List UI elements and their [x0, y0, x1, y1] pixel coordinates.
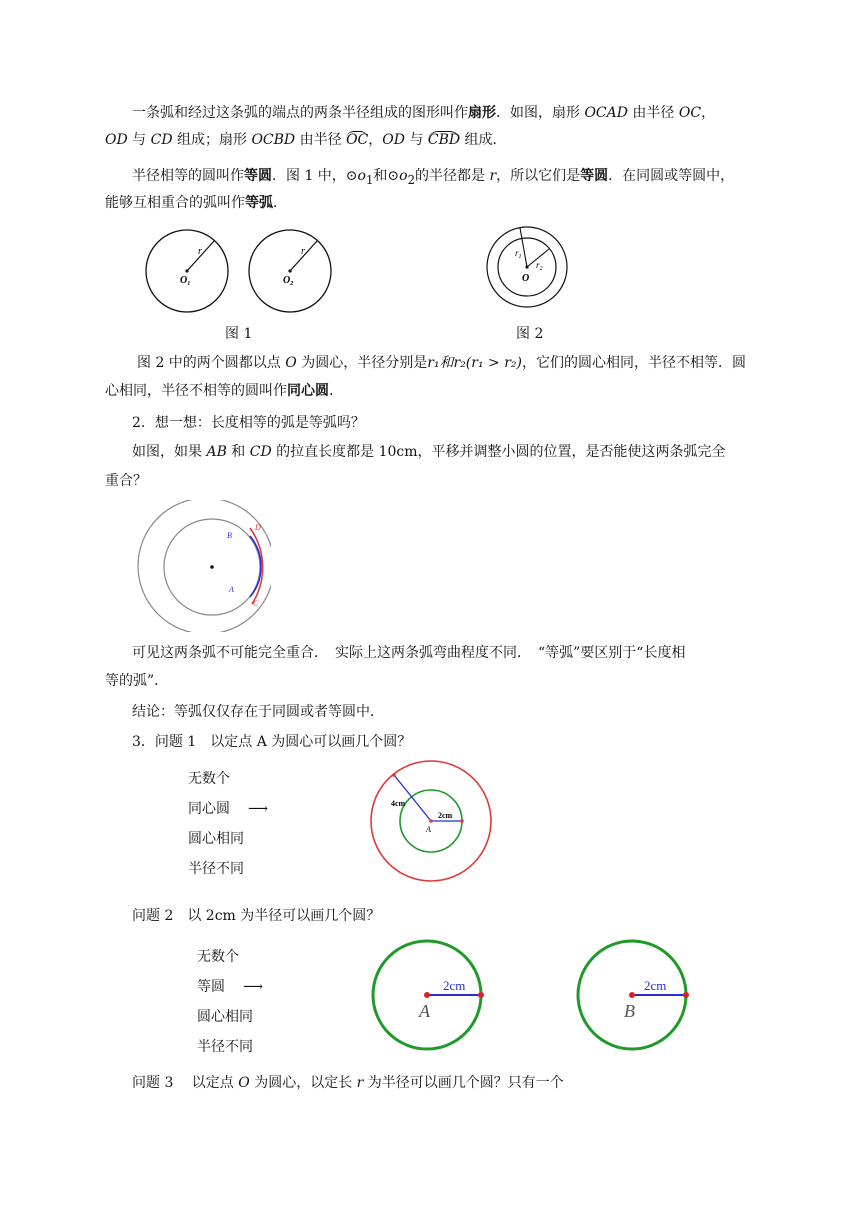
- list-item: 无数个: [197, 949, 239, 965]
- paragraph-sector-line1: 一条弧和经过这条弧的端点的两条半径组成的图形叫作扇形．如图，扇形 OCAD 由半径 OC，: [132, 105, 716, 121]
- figure5-equal-circles: [370, 938, 700, 1058]
- point-outer: [392, 773, 396, 777]
- list-item: 等圆 ⟶: [197, 979, 264, 995]
- paragraph-conclusion-line1: 可见这两条弧不可能完全重合． 实际上这两条弧弯曲程度不同． “等弧”要区别于“长度相: [132, 645, 686, 661]
- figure1-equal-circles: [140, 226, 340, 316]
- arrow-right-icon: ⟶: [243, 979, 264, 995]
- answer-list-1: [188, 764, 268, 884]
- list-item: 无数个: [188, 771, 230, 787]
- center-label-o1: $O_1$: [180, 275, 191, 287]
- radius-r1: [520, 228, 527, 267]
- paragraph-arcs-line1: 如图，如果 AB 和 CD 的拉直长度都是 10cm，平移并调整小圆的位置，是否能使这两条弧完全: [132, 444, 726, 460]
- label-4cm: 4cm: [391, 799, 406, 808]
- label-a: A: [229, 585, 234, 594]
- arrow-right-icon: ⟶: [248, 801, 269, 817]
- figure4-concentric-at-a: [367, 758, 497, 883]
- radius-label-o1: r: [198, 246, 202, 257]
- point-inner: [460, 819, 464, 823]
- edge-a: [478, 992, 484, 998]
- center-o2: [288, 269, 291, 272]
- list-item: 同心圆 ⟶: [188, 801, 269, 817]
- label-2cm: 2cm: [438, 811, 453, 820]
- paragraph-equal-circles-line2: 能够互相重合的弧叫作等弧．: [105, 195, 287, 211]
- center-a: [424, 992, 430, 998]
- paragraph-arcs-line2: 重合？: [105, 473, 147, 489]
- list-item: 圆心相同: [197, 1009, 253, 1025]
- radius-4cm: [394, 775, 431, 821]
- paragraph-sector-line2: OD 与 CD 组成；扇形 OCBD 由半径 OC，OD 与 CBD 组成．: [105, 132, 507, 148]
- paragraph-concentric-line1: 图 2 中的两个圆都以点 O 为圆心，半径分别是r₁和r₂(r₁ > r₂)，它们的圆心相同，半径不相等．圆: [137, 355, 746, 371]
- question-1: 3．问题 1 以定点 A 为圆心可以画几个圆？: [132, 734, 412, 750]
- center-o: [525, 265, 528, 268]
- figure3-arcs: [131, 500, 271, 632]
- label-2cm-a: 2cm: [443, 978, 466, 993]
- figure1-caption: 图 1: [225, 326, 253, 342]
- conclusion: 结论：等弧仅仅存在于同圆或者等圆中．: [132, 704, 384, 720]
- edge-b: [683, 992, 689, 998]
- label-d: D: [255, 523, 261, 532]
- answer-list-2: [197, 942, 263, 1062]
- center-b: [629, 992, 635, 998]
- center-o1: [185, 269, 188, 272]
- question-3: 问题 3 以定点 O 为圆心，以定长 r 为半径可以画几个圆？只有一个: [132, 1075, 564, 1091]
- list-item: 半径不同: [188, 861, 244, 877]
- label-r1: $r_1$: [515, 248, 522, 260]
- figure2-concentric-circles: [482, 224, 574, 312]
- center-a: [429, 819, 433, 823]
- figure2-caption: 图 2: [516, 326, 544, 342]
- paragraph-equal-circles-line1: 半径相等的圆叫作等圆．图 1 中，$⊙o_1$和$⊙o_2$的半径都是 r，所以它们是等圆．在同圆或等圆中，: [132, 168, 735, 187]
- label-c: C: [253, 599, 259, 608]
- label-b: B: [227, 531, 232, 540]
- label-o: O: [522, 273, 530, 284]
- small-circle-center: [210, 565, 214, 569]
- radius-label-o2: r: [301, 246, 305, 257]
- label-b: B: [624, 1001, 635, 1021]
- list-item: 圆心相同: [188, 831, 244, 847]
- label-r2: $r_2$: [536, 260, 543, 272]
- label-2cm-b: 2cm: [644, 978, 667, 993]
- label-a: A: [419, 1001, 430, 1021]
- paragraph-concentric-line2: 心相同，半径不相等的圆叫作同心圆．: [105, 383, 343, 399]
- question-2: 问题 2 以 2cm 为半径可以画几个圆？: [132, 908, 381, 924]
- center-label-o2: $O_2$: [283, 275, 294, 287]
- paragraph-conclusion-line2: 等的弧”．: [105, 673, 169, 689]
- list-item: 半径不同: [197, 1039, 253, 1055]
- question-think: 2．想一想：长度相等的弧是等弧吗？: [132, 415, 365, 431]
- label-a: A: [426, 825, 431, 834]
